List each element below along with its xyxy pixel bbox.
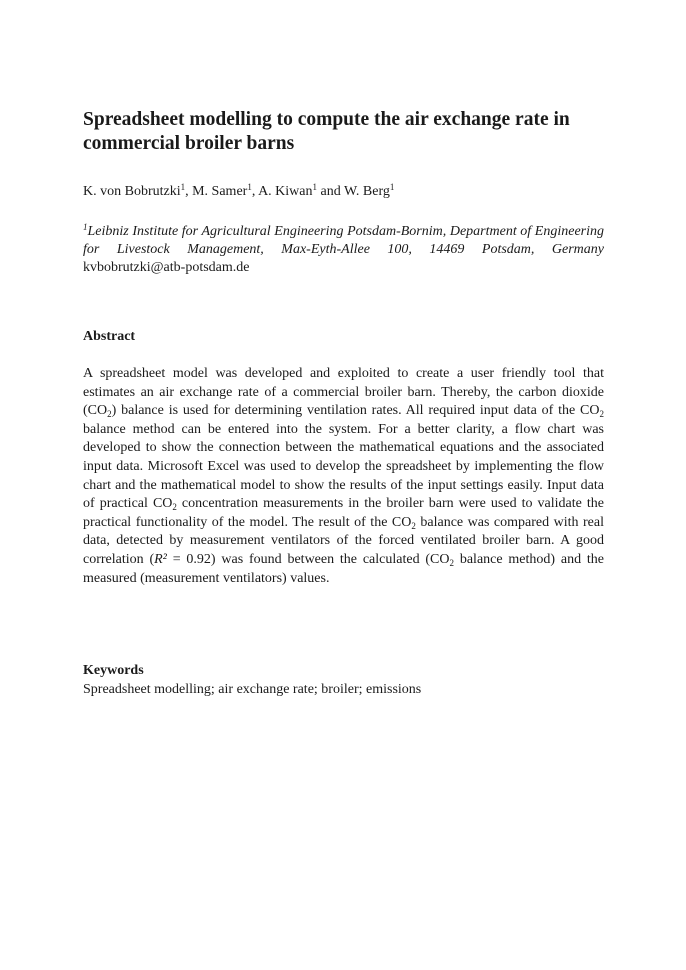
affiliation-marker: 1 [83, 222, 88, 232]
author-name: A. Kiwan [258, 184, 313, 199]
abstract-heading: Abstract [83, 329, 136, 344]
author-separator: , [185, 184, 193, 199]
author-email[interactable]: kvbobrutzki@atb-potsdam.de [83, 260, 250, 275]
author-name: M. Samer [192, 184, 248, 199]
affiliation-marker: 1 [312, 182, 317, 192]
paper-title: Spreadsheet modelling to compute the air exchange rate in commercial broiler barns [83, 109, 570, 154]
abstract-text: = 0.92) was found between the calculated (CO [166, 551, 450, 567]
keywords-list: Spreadsheet modelling; air exchange rate; broiler; emissions [83, 682, 422, 697]
author-list [83, 183, 604, 201]
author-separator: , [251, 184, 259, 199]
subscript: 2 [172, 502, 177, 513]
affiliation-marker: 1 [389, 182, 395, 192]
subscript: 2 [411, 520, 416, 531]
affiliation-marker: 1 [247, 182, 252, 192]
abstract-text: concentration measurements in the broiler barn were used to validate the practical functionality of the model. The result of the CO [83, 496, 605, 530]
abstract-text: ) balance is used for determining ventilation rates. All required input data of the CO [111, 403, 600, 419]
abstract-text: balance method) and the measured (measurement ventilators) values. [83, 551, 605, 586]
abstract-text: balance was compared with real data, detected by measurement ventilators of the forced ventilated broiler barn. A good correlation ( [83, 514, 604, 567]
affiliation-text: Leibniz Institute for Agricultural Engineering Potsdam-Bornim, Department of Engineering for Livestock Management, Max-Eyth-Allee 100, 14469 Potsdam, Germany [83, 224, 604, 257]
abstract-text: A spreadsheet model was developed and exploited to create a user friendly tool that estimates an air exchange rate of a commercial broiler barn. Thereby, the carbon dioxide (CO [83, 366, 604, 419]
r-squared-symbol: R² [154, 551, 167, 567]
author-separator: and [317, 184, 344, 199]
affiliation-marker: 1 [180, 182, 186, 192]
affiliation [83, 223, 604, 277]
abstract-body [83, 365, 604, 588]
author-name: W. Berg [343, 184, 390, 199]
subscript: 2 [599, 409, 604, 420]
keywords-heading: Keywords [83, 663, 144, 678]
subscript: 2 [449, 557, 455, 568]
author-name: K. von Bobrutzki [83, 184, 181, 199]
subscript: 2 [107, 409, 112, 420]
abstract-text: balance method can be entered into the system. For a better clarity, a flow chart was developed to show the connection between the mathematical equations and the associated input data. Microsoft Excel was used to develop the spreadsheet by implementing the flow chart and the mathematical model to show the results of the input settings easily. Input data of practical CO [83, 421, 604, 512]
